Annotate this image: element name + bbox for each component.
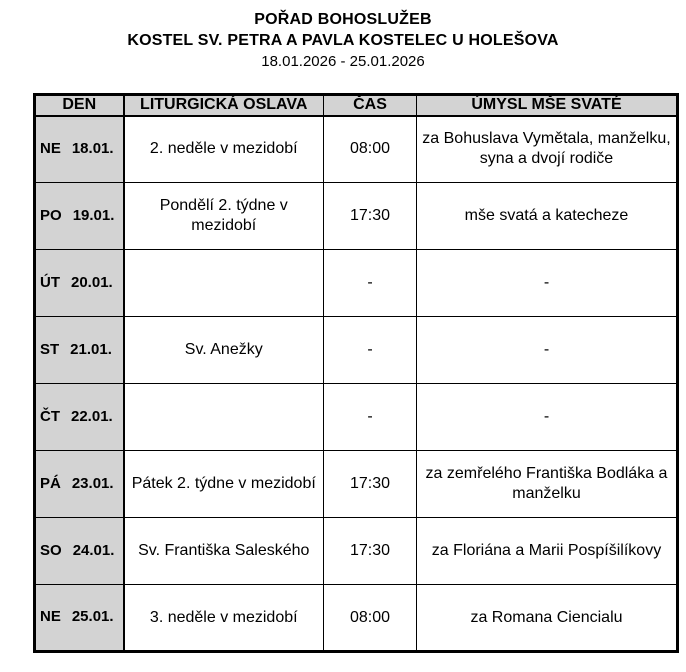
intention-cell: mše svatá a katecheze [417,183,678,250]
page-title: POŘAD BOHOSLUŽEB [254,11,432,28]
intention-cell: za Floriána a Marii Pospíšilíkovy [417,518,678,585]
table-row [35,250,678,317]
day-cell [35,518,124,585]
day-cell [35,183,124,250]
day-abbrev: ST [40,340,60,358]
day-abbrev: PÁ [40,474,61,492]
day-date: 25.01. [71,608,114,626]
day-date: 20.01. [71,273,113,291]
day-cell [35,451,124,518]
time-cell: - [324,250,417,317]
day-date: 21.01. [70,340,112,358]
time-cell: 17:30 [324,518,417,585]
column-header-liturgicka-oslava: LITURGICKÁ OSLAVA [124,95,324,116]
day-cell [35,317,124,384]
day-abbrev: SO [40,541,62,559]
date-range: 18.01.2026 - 25.01.2026 [261,53,425,70]
table-row [35,317,678,384]
mass-schedule-table [33,93,679,653]
time-cell: 17:30 [324,451,417,518]
intention-cell: - [417,317,678,384]
column-header-cas: ČAS [324,95,417,116]
day-date: 23.01. [71,474,114,492]
table-row [35,585,678,652]
time-cell: - [324,317,417,384]
table-row [35,116,678,183]
header-row [35,95,678,116]
table-row [35,451,678,518]
celebration-cell: 2. neděle v mezidobí [124,116,324,183]
table-row [35,518,678,585]
intention-cell: - [417,250,678,317]
celebration-cell: 3. neděle v mezidobí [124,585,324,652]
celebration-cell [124,384,324,451]
day-date: 24.01. [72,541,115,559]
celebration-cell: Pondělí 2. týdne v mezidobí [124,183,324,250]
day-abbrev: NE [40,608,61,626]
celebration-cell: Sv. Anežky [124,317,324,384]
intention-cell: za zemřelého Františka Bodláka a manželku [417,451,678,518]
intention-cell: - [417,384,678,451]
column-header-den: DEN [35,95,124,116]
time-cell: 08:00 [324,585,417,652]
day-cell [35,250,124,317]
day-cell [35,585,124,652]
day-date: 19.01. [72,206,115,224]
celebration-cell: Sv. Františka Saleského [124,518,324,585]
intention-cell: za Romana Ciencialu [417,585,678,652]
day-abbrev: ČT [40,407,60,425]
day-abbrev: NE [40,139,61,157]
intention-cell: za Bohuslava Vymětala, manželku, syna a dvojí rodiče [417,116,678,183]
day-date: 18.01. [71,139,114,157]
day-date: 22.01. [71,407,113,425]
time-cell: 08:00 [324,116,417,183]
day-abbrev: PO [40,206,62,224]
celebration-cell: Pátek 2. týdne v mezidobí [124,451,324,518]
column-header-umysl-mse-svate: ÚMYSL MŠE SVATÉ [417,95,678,116]
page-subtitle: KOSTEL SV. PETRA A PAVLA KOSTELEC U HOLEŠOVA [127,32,559,49]
day-cell [35,384,124,451]
table-row [35,384,678,451]
celebration-cell [124,250,324,317]
table-row [35,183,678,250]
day-abbrev: ÚT [40,273,60,291]
title-block [0,0,686,72]
time-cell: 17:30 [324,183,417,250]
time-cell: - [324,384,417,451]
day-cell [35,116,124,183]
